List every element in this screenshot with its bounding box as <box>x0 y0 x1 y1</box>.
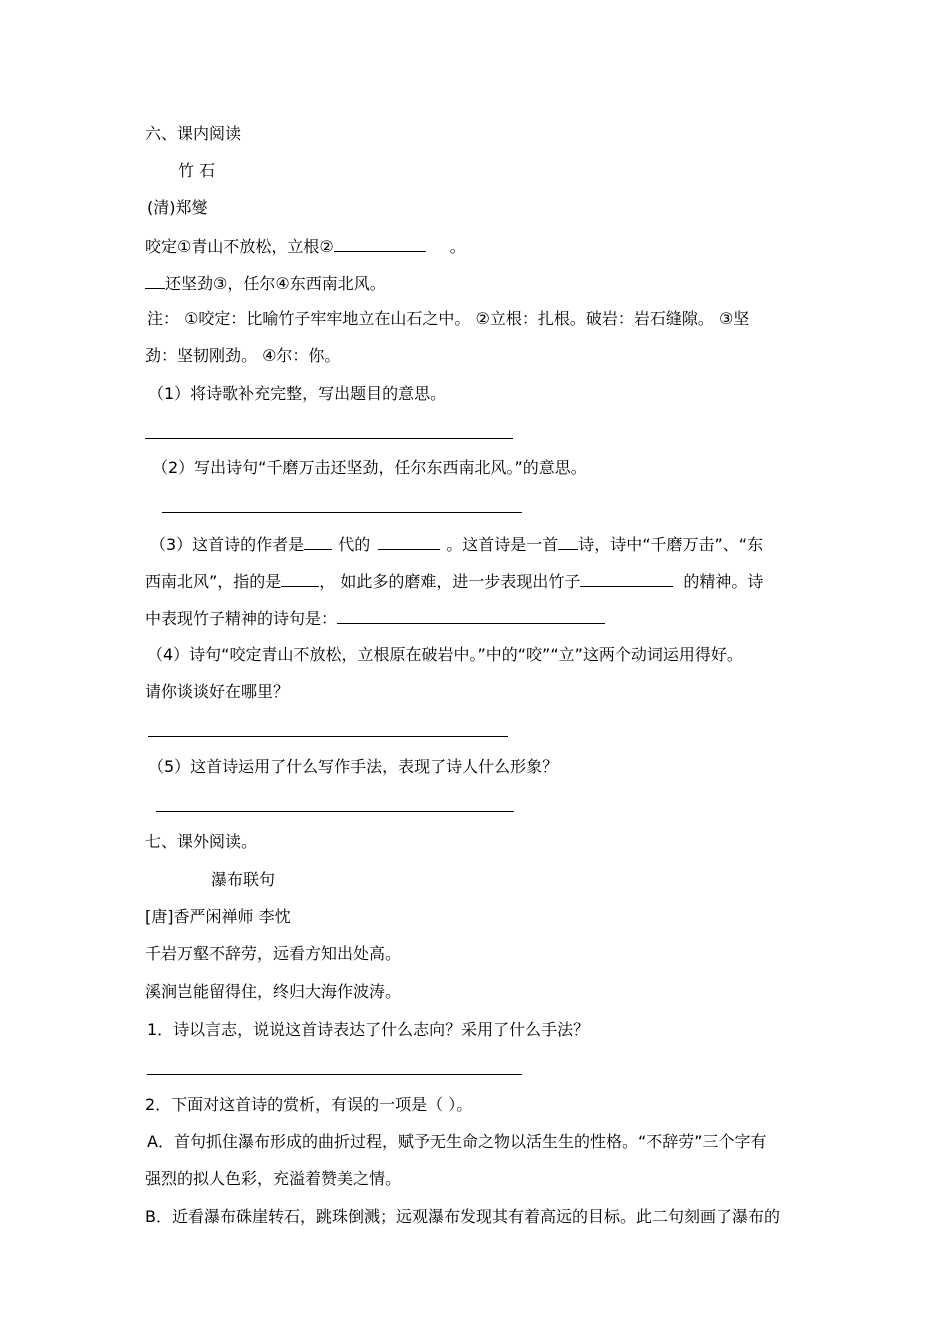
q3-text-5: 西南北风”，指的是 <box>145 572 282 591</box>
option-a-line-2: 强烈的拟人色彩，充溢着赞美之情。 <box>145 1169 402 1188</box>
poem-line-1-end: 。 <box>449 237 466 256</box>
q3-text-1: （3）这首诗的作者是 <box>150 535 305 554</box>
q3-text-7: 的精神。诗 <box>683 572 764 591</box>
question-2: （2）写出诗句“千磨万击还坚劲，任尔东西南北风。”的意思。 <box>152 458 587 477</box>
answer-line-1[interactable] <box>145 438 513 439</box>
fill-blank[interactable] <box>580 570 673 587</box>
poem-author: (清)郑燮 <box>147 198 208 217</box>
question-1: （1）将诗歌补充完整，写出题目的意思。 <box>148 384 447 403</box>
question-3-line-1 <box>150 533 763 555</box>
answer-line-s7-1[interactable] <box>147 1074 522 1075</box>
section-heading: 七、课外阅读。 <box>145 832 258 851</box>
section-heading: 六、课内阅读 <box>145 124 242 143</box>
note-line-1: 注： ①咬定：比喻竹子牢牢地立在山石之中。 ②立根：扎根。破岩：岩石缝隙。 ③坚 <box>147 309 750 328</box>
question-2: 2．下面对这首诗的赏析，有误的一项是（ ）。 <box>145 1095 473 1114</box>
q3-text-8: 中表现竹子精神的诗句是： <box>145 609 338 628</box>
note-line-2: 劲：坚韧刚劲。 ④尔：你。 <box>145 346 341 365</box>
fill-blank[interactable] <box>337 607 605 624</box>
question-3-line-3 <box>145 607 605 629</box>
q3-text-3: 。这首诗是一首 <box>446 535 559 554</box>
question-4-line-2: 请你谈谈好在哪里？ <box>145 682 290 701</box>
option-b-line-1: B．近看瀑布硃崖转石，跳珠倒溅；远观瀑布发现其有着高远的目标。此二句刻画了瀑布的 <box>145 1207 780 1226</box>
q3-text-2: 代的 <box>338 535 371 554</box>
fill-blank[interactable] <box>281 570 319 587</box>
poem-title: 瀑布联句 <box>211 870 276 889</box>
fill-blank[interactable] <box>378 533 440 550</box>
poem-line-1 <box>145 235 466 257</box>
answer-line-4[interactable] <box>148 736 508 737</box>
answer-line-2[interactable] <box>162 512 522 513</box>
option-a-line-1: A．首句抓住瀑布形成的曲折过程，赋予无生命之物以活生生的性格。“不辞劳”三个字有 <box>147 1132 767 1151</box>
poem-verse-1: 千岩万壑不辞劳，远看方知出处高。 <box>145 944 402 963</box>
answer-line-5[interactable] <box>156 811 514 812</box>
question-1: 1．诗以言志，说说这首诗表达了什么志向？采用了什么手法？ <box>147 1020 590 1039</box>
q3-text-4: 诗，诗中“千磨万击”、“东 <box>578 535 764 554</box>
fill-blank[interactable] <box>145 272 165 289</box>
poem-verse-2: 溪涧岂能留得住，终归大海作波涛。 <box>145 982 402 1001</box>
fill-blank[interactable] <box>558 533 578 550</box>
poem-author: [唐]香严闲禅师 李忱 <box>145 907 291 926</box>
question-4-line-1: （4）诗句“咬定青山不放松，立根原在破岩中。”中的“咬”“立”这两个动词运用得好。 <box>147 645 743 664</box>
poem-title: 竹 石 <box>178 161 216 180</box>
question-3-line-2 <box>145 570 763 592</box>
fill-blank[interactable] <box>334 235 426 252</box>
q3-text-6: ， 如此多的磨难，进一步表现出竹子 <box>319 572 581 591</box>
question-5: （5）这首诗运用了什么写作手法，表现了诗人什么形象？ <box>148 757 559 776</box>
fill-blank[interactable] <box>304 533 332 550</box>
poem-line-1-text: 咬定①青山不放松，立根② <box>145 237 334 256</box>
poem-line-2 <box>145 272 386 294</box>
poem-line-2-text: 还坚劲③，任尔④东西南北风。 <box>165 274 386 293</box>
